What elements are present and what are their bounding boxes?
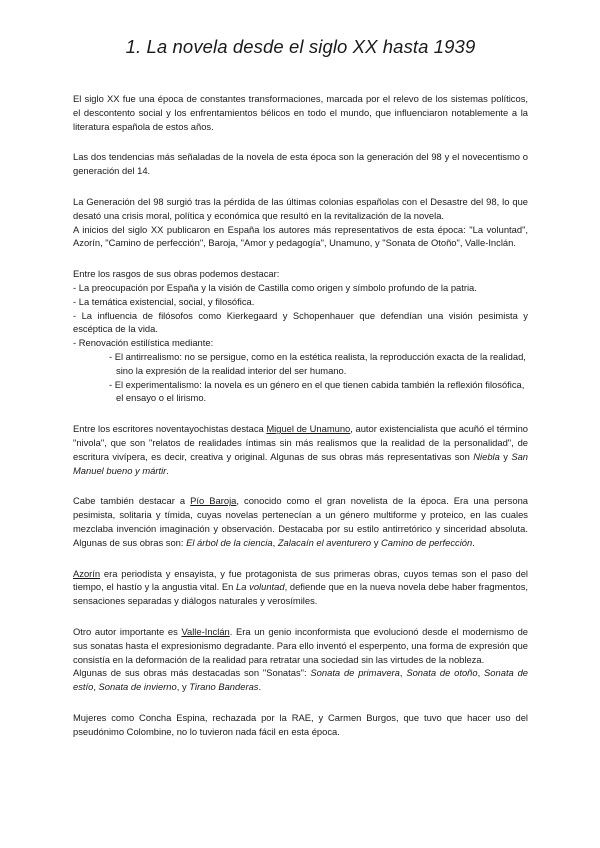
autores-paragraph: A inicios del siglo XX publicaron en España los autores más representativos de esta época: "La voluntad", Azorín, "Camino de perfección", Baroja, "Amor y pedagogía", Unamuno, y "Sonata de Otoño", Valle-Inclán. [73,223,528,249]
rasgos-list [73,281,528,350]
list-item: - El experimentalismo: la novela es un género en el que tienen cabida también la reflexión filosófica, el ensayo o el lirismo. [109,378,525,404]
work-title: Niebla [473,450,500,462]
generacion-98-paragraph: La Generación del 98 surgió tras la pérdida de las últimas colonias españolas con el Desastre del 98, lo que desató una crisis moral, política y económica que resultó en la revitalización de la novela. [73,195,528,221]
list-item: - Renovación estilística mediante: [73,337,214,349]
author-name: Miguel de Unamuno [266,423,351,435]
unamuno-paragraph: Entre los escritores noventayochistas destaca Miguel de Unamuno, autor existencialista que acuñó el término "nivola", que son "relatos de realidades íntimas sin más realismos que la realidad de la personalidad", de escritura vivípera, es decir, creativa y original. Algunas de sus obras más representativas son Niebla y San Manuel bueno y mártir. [73,423,529,476]
work-title: Camino de perfección [381,536,473,548]
work-title: El árbol de la ciencia [186,536,273,548]
baroja-paragraph: Cabe también destacar a Pío Baroja, conocido como el gran novelista de la época. Era una persona pesimista, solitaria y tímida, cuyas novelas pertenecían a un género multiforme y proteico, en las cuales mezclaba invención imaginación y observación. Destacaba por su estilo antirretórico y sinceridad absoluta. Algunas de sus obras son: El árbol de la ciencia, Zalacaín el aventurero y Camino de perfección. [73,495,529,548]
author-name: Pío Baroja [190,495,237,507]
renovacion-list [73,350,528,405]
list-item: - El antirrealismo: no se persigue, como en la estética realista, la reproducción exacta de la realidad, sino la expresión de la realidad interior del ser humano. [109,350,526,376]
tendencias-paragraph: Las dos tendencias más señaladas de la novela de esta época son la generación del 98 y el novecentismo o generación del 14. [73,151,528,177]
valle-obras-paragraph: Algunas de sus obras más destacadas son "Sonatas": Sonata de primavera, Sonata de otoño, Sonata de estío, Sonata de invierno, y Tirano Banderas. [73,667,529,693]
work-title: Sonata de invierno [98,681,177,693]
work-title: Sonata de primavera [310,667,400,679]
work-title: San Manuel bueno y mártir [73,450,529,476]
rasgos-intro: Entre los rasgos de sus obras podemos destacar: [73,268,280,280]
author-name: Valle-Inclán [181,625,230,637]
mujeres-paragraph: Mujeres como Concha Espina, rechazada por la RAE, y Carmen Burgos, que tuvo que hacer uso del pseudónimo Colombine, no lo tuvieron nada fácil en esta época. [73,711,528,737]
valle-paragraph: Otro autor importante es Valle-Inclán. Era un genio inconformista que evolucionó desde el modernismo de sus sonatas hasta el expresionismo degradante. Para ello inventó el esperpento, una forma de expresión que consistía en la deformación de la realidad para retratar una sociedad sin las virtudes de la nobleza. [73,625,528,665]
work-title: Zalacaín el aventurero [277,536,372,548]
list-item: - La influencia de filósofos como Kierkegaard y Schopenhauer que defendían una visión pesimista y escéptica de la vida. [73,309,528,335]
list-item: - La preocupación por España y la visión de Castilla como origen y símbolo profundo de la patria. [73,281,477,293]
azorin-paragraph: Azorín era periodista y ensayista, y fue protagonista de sus primeras obras, cuyos temas son el paso del tiempo, el hastío y la angustia vital. En La voluntad, defiende que en la nueva novela debe haber fragmentos, sensaciones separadas y diálogos naturales y verosímiles. [73,567,528,607]
list-item: - La temática existencial, social, y filosófica. [73,295,255,307]
work-title: Tirano Banderas [189,681,259,693]
author-name: Azorín [73,567,101,579]
work-title: Sonata de estío [73,667,529,693]
intro-paragraph: El siglo XX fue una época de constantes transformaciones, marcada por el relevo de los sistemas políticos, el descontento social y los enfrentamientos bélicos en todo el mundo, que influenciaron notablemente a la literatura española de estos años. [73,93,528,132]
page-title: 1. La novela desde el siglo XX hasta 1939 [125,36,476,57]
work-title: Sonata de otoño [406,667,478,679]
work-title: La voluntad [236,581,285,593]
